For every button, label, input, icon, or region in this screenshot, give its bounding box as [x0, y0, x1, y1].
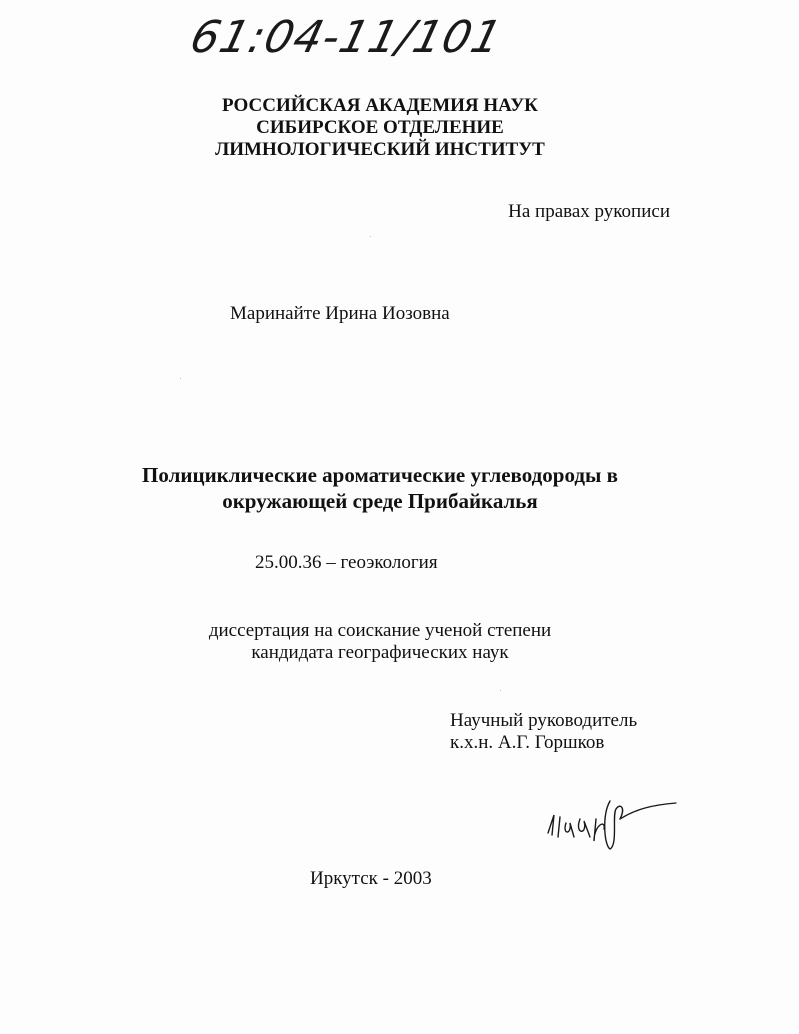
rights-note: На правах рукописи [508, 201, 670, 222]
institution-block [0, 95, 760, 161]
supervisor-label: Научный руководитель [450, 710, 638, 731]
institution-institute: ЛИМНОЛОГИЧЕСКИЙ ИНСТИТУТ [215, 139, 545, 160]
scan-speck [370, 236, 371, 237]
author-name: Маринайте Ирина Иозовна [230, 303, 450, 324]
handwritten-signature [540, 785, 680, 855]
thesis-title-line-1: Полициклические ароматические углеводороды в [142, 463, 618, 487]
handwritten-code-text: 61:04-11/101 [185, 11, 508, 63]
supervisor-name: к.х.н. А.Г. Горшков [450, 732, 605, 753]
specialty-code: 25.00.36 – геоэкология [255, 552, 438, 573]
scan-speck [500, 690, 501, 691]
scan-speck [180, 378, 181, 379]
thesis-title [0, 462, 760, 514]
thesis-title-line-2: окружающей среде Прибайкалья [222, 489, 538, 513]
degree-statement [0, 620, 760, 664]
place-and-year: Иркутск - 2003 [310, 868, 432, 889]
institution-academy: РОССИЙСКАЯ АКАДЕМИЯ НАУК [222, 95, 538, 116]
degree-line-2: кандидата географических наук [251, 642, 509, 663]
supervisor-block [450, 710, 637, 754]
handwritten-catalog-code [185, 0, 508, 80]
institution-branch: СИБИРСКОЕ ОТДЕЛЕНИЕ [256, 117, 504, 138]
degree-line-1: диссертация на соискание ученой степени [208, 620, 552, 641]
